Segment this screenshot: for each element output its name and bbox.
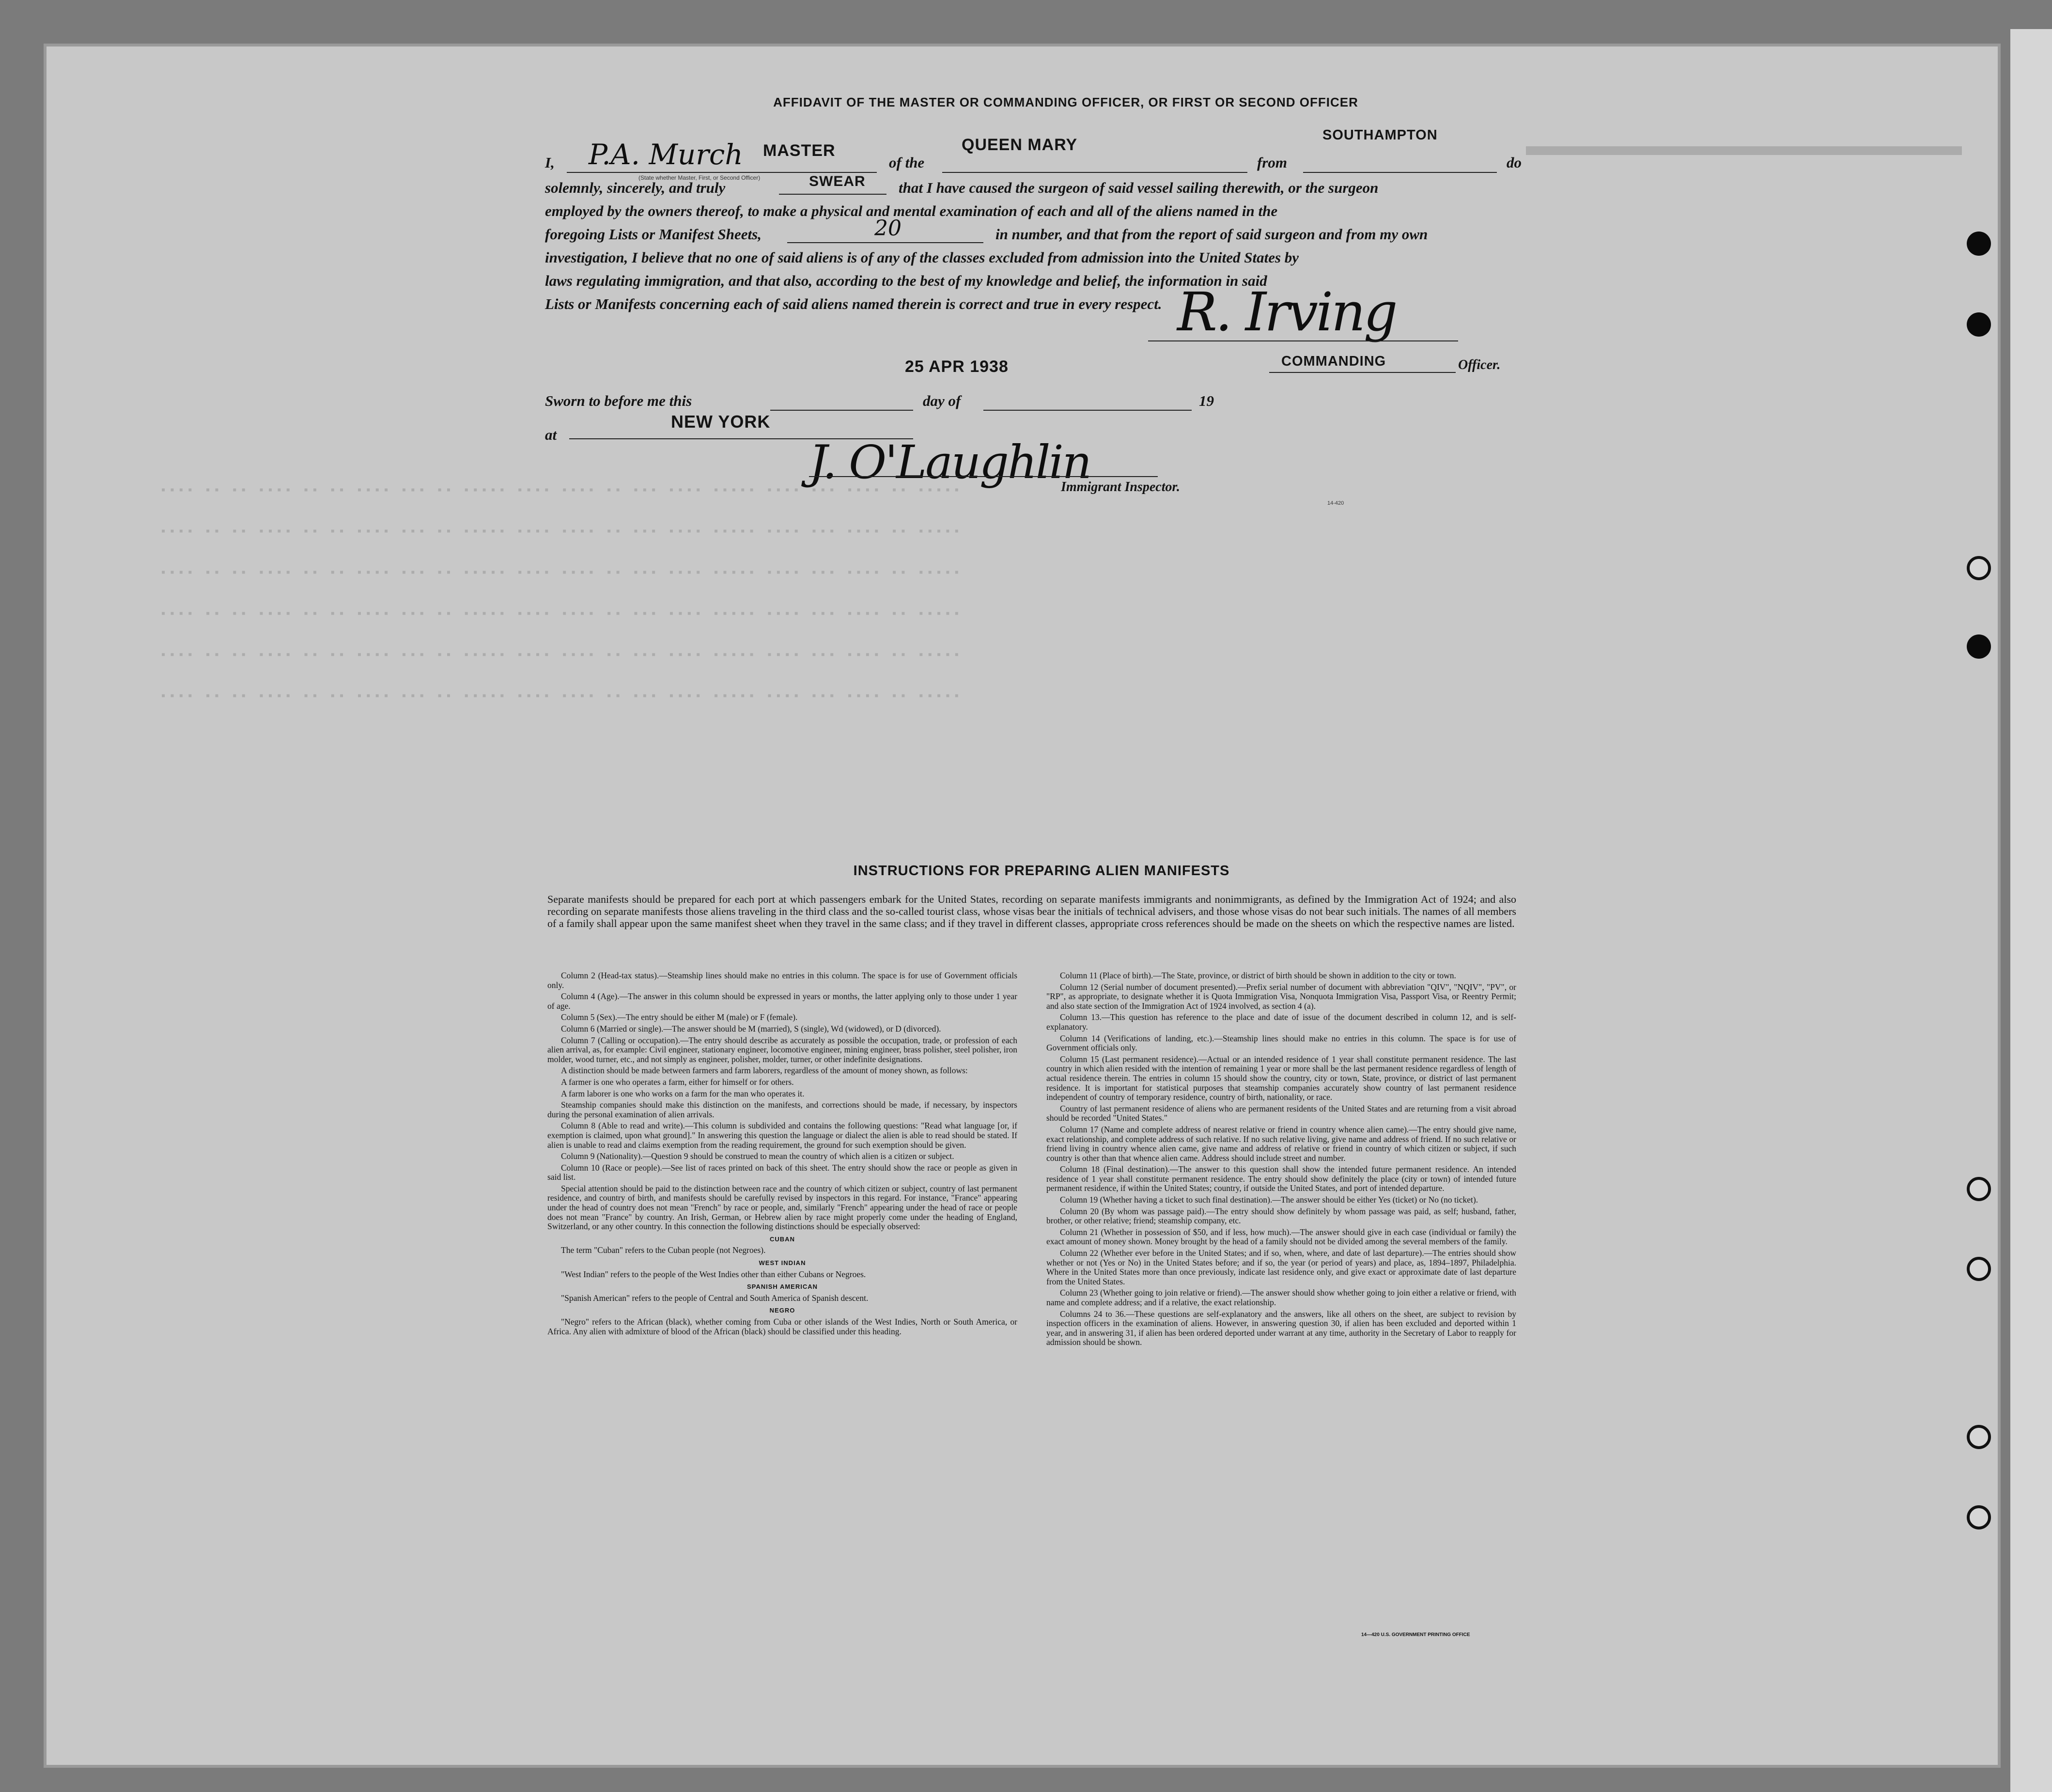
officer-signature: R. Irving	[1177, 281, 1396, 343]
punch-hole	[1967, 232, 1991, 256]
page-edge	[2010, 29, 2052, 1792]
swear-value: SWEAR	[809, 173, 866, 189]
vessel-name: QUEEN MARY	[962, 136, 1078, 154]
punch-hole	[1967, 1177, 1991, 1201]
solemnly-text: solemnly, sincerely, and truly	[545, 179, 726, 196]
affidavit-line7: Lists or Manifests concerning each of said aliens named therein is correct and true in every respect.	[545, 295, 1162, 312]
instruction-paragraph: Column 14 (Verifications of landing, etc.).—Steamship lines should make no entries in this column. The space is for use of Government officials only.	[1046, 1033, 1516, 1053]
at-label: at	[545, 426, 557, 443]
instruction-paragraph: Column 18 (Final destination).—The answer to this question shall show the intended future permanent residence. An intended residence of 1 year shall constitute permanent residence. The entry should show definitely the place (city or town) of intended future permanent residence, if within the United States; country, if outside the United States, and port of intended departure.	[1046, 1164, 1516, 1193]
instructions-intro: Separate manifests should be prepared for each port at which passengers embark for the United States, recording on separate manifests immigrants and nonimmigrants, as defined by the Immigration Act of 1924; and also recording on separate manifests those aliens traveling in the third class and the so-called tourist class, whose visas bear the initials of technical advisers, and those whose visas do not bear such initials. The names of all members of a family shall appear upon the same manifest sheet when they travel in the same class; and if they travel in different classes, appropriate cross references should be made on the sheets on which the respective names are listed.	[547, 893, 1516, 929]
underline	[787, 242, 983, 243]
affidavit-line5: investigation, I believe that no one of said aliens is of any of the classes excluded from admission into the United States by	[545, 249, 1299, 266]
underline	[983, 410, 1192, 411]
instructions-left-column	[547, 971, 1017, 1338]
do-label: do	[1507, 154, 1522, 171]
form-number: 14-420	[1327, 500, 1344, 506]
instruction-paragraph: Special attention should be paid to the distinction between race and the country of which citizen or subject, country of last permanent residence, and country of birth, and manifests should be carefully revised by inspectors in this regard. For instance, "France" appearing under the head of country does not mean "French" by race or people, and, similarly "French" appearing under the head of race or people does not mean "France" by country. An Irish, German, or Hebrew alien by race might properly come under the heading of England, Switzerland, or any other country. In this connection the following distinctions should be especially observed:	[547, 1183, 1017, 1232]
instruction-paragraph: Column 23 (Whether going to join relative or friend).—The answer should show whether going to join either a relative or friend, with name and complete address; and if a relative, the exact relationship.	[1046, 1288, 1516, 1307]
underline	[809, 476, 1158, 477]
instruction-paragraph: Column 21 (Whether in possession of $50, and if less, how much).—The answer should give in each case (individual or family) the exact amount of money shown. Money brought by the head of a family should not be divided among the several members of the family.	[1046, 1227, 1516, 1247]
instruction-paragraph: Column 15 (Last permanent residence).—Actual or an intended residence of 1 year shall constitute permanent residence. The last country in which alien resided with the intention of remaining 1 year or more shall be the last permanent residence regardless of length of actual residence therein. The entries in column 15 should show the country, city or town, State, province, or district of last permanent residence. It is important for statistical purposes that steamship companies accurately show country of last permanent residence independent of country of temporary residence, country of birth, nationality, or race.	[1046, 1054, 1516, 1102]
bleed-through-header: ▬▬▬▬▬▬▬▬▬▬▬▬▬▬▬	[1526, 129, 1962, 161]
instruction-paragraph: Column 2 (Head-tax status).—Steamship lines should make no entries in this column. The space is for use of Government officials only.	[547, 971, 1017, 990]
instruction-paragraph: Column 9 (Nationality).—Question 9 should be construed to mean the country of which alien is a citizen or subject.	[561, 1151, 954, 1161]
underline	[770, 410, 913, 411]
punch-hole	[1967, 634, 1991, 659]
instruction-paragraph: Columns 24 to 36.—These questions are self-explanatory and the answers, like all others on the sheet, are subject to revision by inspection officers in the examination of aliens. However, in answering question 30, if alien has been excluded and deported within 1 year, and in answering 31, if alien has been ordered deported under warrant at any time, authority in the Secretary of Labor to reapply for admission should be shown.	[1046, 1309, 1516, 1347]
from-label: from	[1257, 154, 1287, 171]
underline	[942, 172, 1247, 173]
rank-caption: (State whether Master, First, or Second Officer)	[638, 174, 761, 181]
negro-heading: NEGRO	[769, 1307, 795, 1314]
sworn-place: NEW YORK	[671, 412, 771, 432]
cuban-definition: The term "Cuban" refers to the Cuban people (not Negroes).	[561, 1245, 766, 1255]
instruction-paragraph: Column 4 (Age).—The answer in this column should be expressed in years or months, the latter applying only to those under 1 year of age.	[547, 991, 1017, 1011]
date-stamp: 25 APR 1938	[905, 357, 1009, 376]
instruction-paragraph: Column 19 (Whether having a ticket to such final destination).—The answer should be either Yes (ticket) or No (no ticket).	[1060, 1195, 1478, 1205]
affidavit-title: AFFIDAVIT OF THE MASTER OR COMMANDING OFFICER, OR FIRST OR SECOND OFFICER	[773, 95, 1358, 109]
instruction-paragraph: Column 6 (Married or single).—The answer should be M (married), S (single), Wd (widowed), or D (divorced).	[561, 1023, 941, 1034]
west-indian-heading: WEST INDIAN	[759, 1259, 806, 1267]
inspector-label: Immigrant Inspector.	[1061, 479, 1180, 494]
punch-hole	[1967, 1425, 1991, 1449]
punch-hole	[1967, 312, 1991, 337]
day-of-label: day of	[923, 392, 961, 409]
i-label: I,	[545, 154, 555, 171]
affidavit-line2: that I have caused the surgeon of said vessel sailing therewith, or the surgeon	[899, 179, 1379, 196]
instructions-right-column	[1046, 971, 1516, 1349]
affidavit-line3: employed by the owners thereof, to make a physical and mental examination of each and all of the aliens named in the	[545, 202, 1278, 219]
instruction-paragraph: Column 12 (Serial number of document presented).—Prefix serial number of document with abbreviation "QIV", "NQIV", "PV", or "RP", as appropriate, to designate whether it is Quota Immigration Visa, Nonquota Immigration Visa, Passport Visa, or Reentry Permit; and also state section of the Immigration Act of 1924 involved, as section 4 (a).	[1046, 982, 1516, 1011]
instruction-paragraph: Column 22 (Whether ever before in the United States; and if so, when, where, and date of last departure).—The entries should show whether or not (Yes or No) in the United States before; and if so, the year (or period of years) and place, as, 1894–1897, Philadelphia. Where in the United States more than once previously, indicate last residence only, and give exact or approximate date of last departure from the United States.	[1046, 1248, 1516, 1286]
sheet-count: 20	[874, 216, 902, 241]
printing-office-footnote: 14—420 U.S. GOVERNMENT PRINTING OFFICE	[1361, 1632, 1470, 1638]
affidavit-line4-start: foregoing Lists or Manifest Sheets,	[545, 226, 762, 243]
instruction-paragraph: Column 13.—This question has reference to the place and date of issue of the document described in column 12, and is self-explanatory.	[1046, 1012, 1516, 1032]
inspector-signature: J. O'Laughlin	[809, 436, 1090, 489]
bleed-through-rows: ▪▪▪▪ ▪▪ ▪▪ ▪▪▪▪ ▪▪ ▪▪ ▪▪▪▪ ▪▪▪ ▪▪ ▪▪▪▪▪ ▪▪▪▪ ▪▪▪▪ ▪▪ ▪▪▪ ▪▪▪▪ ▪▪▪▪▪ ▪▪▪▪ ▪▪▪ ▪▪▪▪ ▪▪ ▪▪▪▪▪ ▪▪▪▪ ▪▪ ▪▪ ▪▪▪▪ ▪▪ ▪▪ ▪▪▪▪ ▪▪▪ ▪▪ ▪▪▪▪▪ ▪▪▪▪ ▪▪▪▪ ▪▪ ▪▪▪ ▪▪▪▪ ▪▪▪▪▪ ▪▪▪▪ ▪▪▪ ▪▪▪▪ ▪▪ ▪▪▪▪▪ ▪▪▪▪ ▪▪ ▪▪ ▪▪▪▪ ▪▪ ▪▪ ▪▪▪▪ ▪▪▪ ▪▪ ▪▪▪▪▪ ▪▪▪▪ ▪▪▪▪ ▪▪ ▪▪▪ ▪▪▪▪ ▪▪▪▪▪ ▪▪▪▪ ▪▪▪ ▪▪▪▪ ▪▪ ▪▪▪▪▪ ▪▪▪▪ ▪▪ ▪▪ ▪▪▪▪ ▪▪ ▪▪ ▪▪▪▪ ▪▪▪ ▪▪ ▪▪▪▪▪ ▪▪▪▪ ▪▪▪▪ ▪▪ ▪▪▪ ▪▪▪▪ ▪▪▪▪▪ ▪▪▪▪ ▪▪▪ ▪▪▪▪ ▪▪ ▪▪▪▪▪ ▪▪▪▪ ▪▪ ▪▪ ▪▪▪▪ ▪▪ ▪▪ ▪▪▪▪ ▪▪▪ ▪▪ ▪▪▪▪▪ ▪▪▪▪ ▪▪▪▪ ▪▪ ▪▪▪ ▪▪▪▪ ▪▪▪▪▪ ▪▪▪▪ ▪▪▪ ▪▪▪▪ ▪▪ ▪▪▪▪▪ ▪▪▪▪ ▪▪ ▪▪ ▪▪▪▪ ▪▪ ▪▪ ▪▪▪▪ ▪▪▪ ▪▪ ▪▪▪▪▪ ▪▪▪▪ ▪▪▪▪ ▪▪ ▪▪▪ ▪▪▪▪ ▪▪▪▪▪ ▪▪▪▪ ▪▪▪ ▪▪▪▪ ▪▪ ▪▪▪▪▪	[160, 484, 963, 703]
officer-label: Officer.	[1458, 357, 1501, 372]
instruction-paragraph: Column 17 (Name and complete address of nearest relative or friend in country whence alien came).—The entry should give name, exact relationship, and complete address of such relative. If no such relative living, give name and address of friend. If no such relative or friend living in country whence alien came, give name and address of relative or friend in country of which citizen or subject, if such country is other than that whence alien came. Address should include street and number.	[1046, 1124, 1516, 1163]
punch-hole	[1967, 1505, 1991, 1529]
master-signature: P.A. Murch	[589, 138, 743, 171]
spanish-american-definition: "Spanish American" refers to the people of Central and South America of Spanish descent.	[561, 1293, 869, 1303]
commanding-value: COMMANDING	[1281, 354, 1386, 369]
instruction-paragraph: Column 8 (Able to read and write).—This column is subdivided and contains the following questions: "Read what language [or, if exemption is claimed, upon what ground]." In answering this question the language or dialect the alien is able to read should be stated. If alien is unable to read and claims exemption from the reading requirement, the ground for such exemption should be given.	[547, 1121, 1017, 1150]
underline	[1303, 172, 1497, 173]
instruction-paragraph: Column 10 (Race or people).—See list of races printed on back of this sheet. The entry should show the race or people as given in said list.	[547, 1162, 1017, 1182]
spanish-american-heading: SPANISH AMERICAN	[746, 1283, 818, 1291]
sworn-text: Sworn to before me this	[545, 392, 692, 409]
cuban-heading: CUBAN	[770, 1235, 795, 1243]
instructions-title: INSTRUCTIONS FOR PREPARING ALIEN MANIFESTS	[853, 863, 1230, 879]
year-prefix: 19	[1199, 392, 1214, 409]
underline	[567, 172, 877, 173]
rank-value: MASTER	[763, 141, 836, 160]
affidavit-line6: laws regulating immigration, and that also, according to the best of my knowledge and belief, the information in said	[545, 272, 1267, 289]
instruction-paragraph: Column 5 (Sex).—The entry should be either M (male) or F (female).	[561, 1012, 798, 1022]
punch-hole	[1967, 556, 1991, 580]
instruction-paragraph: Column 20 (By whom was passage paid).—The entry should show definitely by whom passage was paid, as self; husband, father, brother, or other relative; friend; steamship company, etc.	[1046, 1206, 1516, 1226]
west-indian-definition: "West Indian" refers to the people of the West Indies other than either Cubans or Negroes.	[561, 1269, 866, 1279]
negro-definition: "Negro" refers to the African (black), whether coming from Cuba or other islands of the West Indies, North or South America, or Africa. Any alien with admixture of blood of the African (black) should be classified under this heading.	[547, 1317, 1017, 1336]
instruction-paragraph: A distinction should be made between farmers and farm laborers, regardless of the amount of money shown, as follows:	[561, 1066, 968, 1076]
underline	[779, 194, 886, 195]
of-the-label: of the	[889, 154, 925, 171]
instruction-paragraph: A farmer is one who operates a farm, either for himself or for others.	[561, 1077, 794, 1087]
instruction-paragraph: Column 11 (Place of birth).—The State, province, or district of birth should be shown in addition to the city or town.	[1060, 971, 1456, 980]
instruction-paragraph: Column 7 (Calling or occupation).—The entry should describe as accurately as possible the occupation, trade, or profession of each alien arrival, as, for example: Civil engineer, stationary engineer, locomotive engineer, mining engineer, brass polisher, steel polisher, iron molder, wood turner, etc., and not simply as engineer, polisher, molder, turner, or other indefinite designations.	[547, 1035, 1017, 1064]
underline	[1269, 372, 1456, 373]
underline	[1148, 340, 1458, 341]
punch-hole	[1967, 1257, 1991, 1281]
instruction-paragraph: Country of last permanent residence of aliens who are permanent residents of the United States and are returning from a visit abroad should be recorded "United States."	[1046, 1103, 1516, 1123]
departure-port: SOUTHAMPTON	[1322, 127, 1438, 143]
instruction-paragraph: A farm laborer is one who works on a farm for the man who operates it.	[561, 1088, 805, 1098]
affidavit-line4-end: in number, and that from the report of said surgeon and from my own	[995, 226, 1428, 243]
instruction-paragraph: Steamship companies should make this distinction on the manifests, and corrections should be made, if necessary, by inspectors during the personal examination of alien arrivals.	[547, 1100, 1017, 1119]
